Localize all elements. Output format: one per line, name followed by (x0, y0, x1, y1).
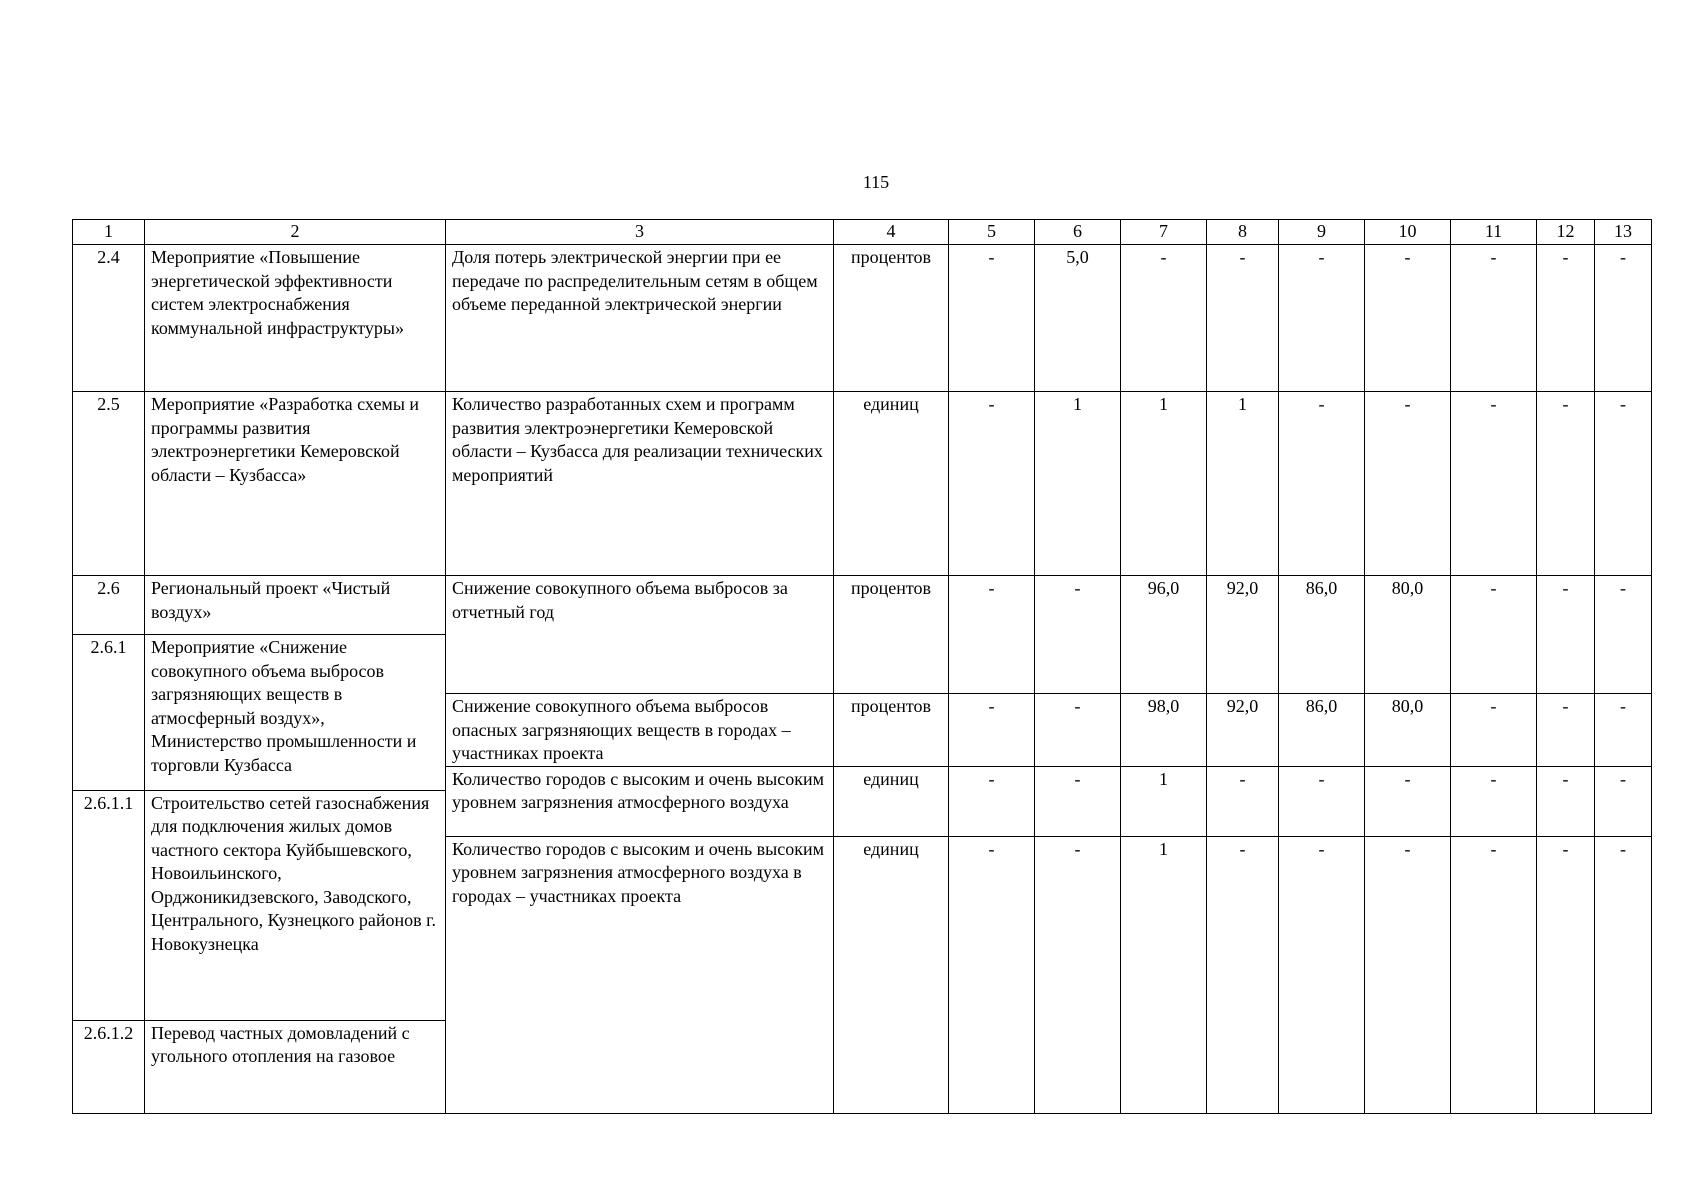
value-cell: - (1537, 392, 1595, 576)
value-cell: - (1451, 766, 1537, 836)
header-cell: 3 (446, 220, 834, 245)
value-cell: 5,0 (1035, 245, 1121, 392)
value-cell: - (1207, 766, 1279, 836)
value-cell: - (1537, 245, 1595, 392)
value-cell: 86,0 (1279, 576, 1365, 694)
value-cell: - (1451, 576, 1537, 694)
header-cell: 12 (1537, 220, 1595, 245)
value-cell: 98,0 (1121, 694, 1207, 767)
value-cell: - (949, 392, 1035, 576)
header-cell: 1 (73, 220, 145, 245)
value-cell: - (949, 576, 1035, 694)
table-row (73, 576, 1652, 635)
value-cell: 92,0 (1207, 576, 1279, 694)
value-cell: - (1595, 766, 1652, 836)
unit-cell: единиц (834, 836, 949, 1113)
value-cell: - (1365, 392, 1451, 576)
value-cell: - (1537, 766, 1595, 836)
value-cell: 1 (1121, 392, 1207, 576)
event-name: Региональный проект «Чистый воздух» (145, 576, 446, 635)
unit-cell: процентов (834, 245, 949, 392)
value-cell: - (1207, 836, 1279, 1113)
value-cell: - (1595, 836, 1652, 1113)
value-cell: - (1595, 245, 1652, 392)
row-number: 2.6.1.2 (73, 1020, 145, 1113)
row-number: 2.4 (73, 245, 145, 392)
indicators-table (72, 219, 1652, 1114)
event-name: Мероприятие «Разработка схемы и программы развития электроэнергетики Кемеровской области – Кузбасса» (145, 392, 446, 576)
header-cell: 7 (1121, 220, 1207, 245)
event-name: Строительство сетей газоснабжения для подключения жилых домов частного сектора Куйбышевского, Новоильинского, Орджоникидзевского, Заводского, Центрального, Кузнецкого районов г. Новокузнецка (145, 790, 446, 1020)
value-cell: - (1365, 766, 1451, 836)
row-number: 2.6 (73, 576, 145, 635)
value-cell: - (1035, 576, 1121, 694)
value-cell: 80,0 (1365, 576, 1451, 694)
value-cell: - (1365, 245, 1451, 392)
page-number: 115 (862, 172, 890, 192)
header-row (73, 220, 1652, 245)
value-cell: - (1537, 694, 1595, 767)
value-cell: - (1537, 576, 1595, 694)
value-cell: 80,0 (1365, 694, 1451, 767)
value-cell: - (1035, 694, 1121, 767)
value-cell: 1 (1121, 766, 1207, 836)
indicator-name: Количество разработанных схем и программ развития электроэнергетики Кемеровской области – Кузбасса для реализации технических мероприятий (446, 392, 834, 576)
value-cell: - (1207, 245, 1279, 392)
value-cell: 92,0 (1207, 694, 1279, 767)
value-cell: - (1279, 766, 1365, 836)
value-cell: 1 (1035, 392, 1121, 576)
value-cell: 86,0 (1279, 694, 1365, 767)
value-cell: - (1595, 392, 1652, 576)
value-cell: - (949, 836, 1035, 1113)
header-cell: 10 (1365, 220, 1451, 245)
table-row (73, 245, 1652, 392)
value-cell: - (1451, 694, 1537, 767)
header-cell: 6 (1035, 220, 1121, 245)
unit-cell: процентов (834, 576, 949, 694)
value-cell: - (1451, 836, 1537, 1113)
value-cell: - (949, 766, 1035, 836)
row-number: 2.5 (73, 392, 145, 576)
unit-cell: единиц (834, 766, 949, 836)
value-cell: 1 (1207, 392, 1279, 576)
value-cell: - (1121, 245, 1207, 392)
header-cell: 13 (1595, 220, 1652, 245)
indicator-name: Снижение совокупного объема выбросов опасных загрязняющих веществ в городах – участниках проекта (446, 694, 834, 767)
value-cell: 96,0 (1121, 576, 1207, 694)
indicator-name: Доля потерь электрической энергии при ее передаче по распределительным сетям в общем объеме переданной электрической энергии (446, 245, 834, 392)
value-cell: - (1451, 392, 1537, 576)
value-cell: - (949, 245, 1035, 392)
header-cell: 11 (1451, 220, 1537, 245)
indicator-name: Количество городов с высоким и очень высоким уровнем загрязнения атмосферного воздуха в городах – участниках проекта (446, 836, 834, 1113)
value-cell: 1 (1121, 836, 1207, 1113)
row-number: 2.6.1.1 (73, 790, 145, 1020)
header-cell: 2 (145, 220, 446, 245)
value-cell: - (1595, 694, 1652, 767)
event-name: Перевод частных домовладений с угольного отопления на газовое (145, 1020, 446, 1113)
row-number: 2.6.1 (73, 635, 145, 791)
indicator-name: Количество городов с высоким и очень высоким уровнем загрязнения атмосферного воздуха (446, 766, 834, 836)
header-cell: 9 (1279, 220, 1365, 245)
value-cell: - (1279, 392, 1365, 576)
value-cell: - (1365, 836, 1451, 1113)
value-cell: - (1279, 836, 1365, 1113)
event-name: Мероприятие «Повышение энергетической эффективности систем электроснабжения коммунальной инфраструктуры» (145, 245, 446, 392)
value-cell: - (1035, 766, 1121, 836)
unit-cell: единиц (834, 392, 949, 576)
value-cell: - (1035, 836, 1121, 1113)
value-cell: - (949, 694, 1035, 767)
value-cell: - (1537, 836, 1595, 1113)
value-cell: - (1279, 245, 1365, 392)
header-cell: 5 (949, 220, 1035, 245)
header-cell: 8 (1207, 220, 1279, 245)
unit-cell: процентов (834, 694, 949, 767)
value-cell: - (1451, 245, 1537, 392)
value-cell: - (1595, 576, 1652, 694)
event-name: Мероприятие «Снижение совокупного объема выбросов загрязняющих веществ в атмосферный воздух», Министерство промышленности и торговли Кузбасса (145, 635, 446, 791)
indicator-name: Снижение совокупного объема выбросов за отчетный год (446, 576, 834, 694)
table-row (73, 392, 1652, 576)
header-cell: 4 (834, 220, 949, 245)
